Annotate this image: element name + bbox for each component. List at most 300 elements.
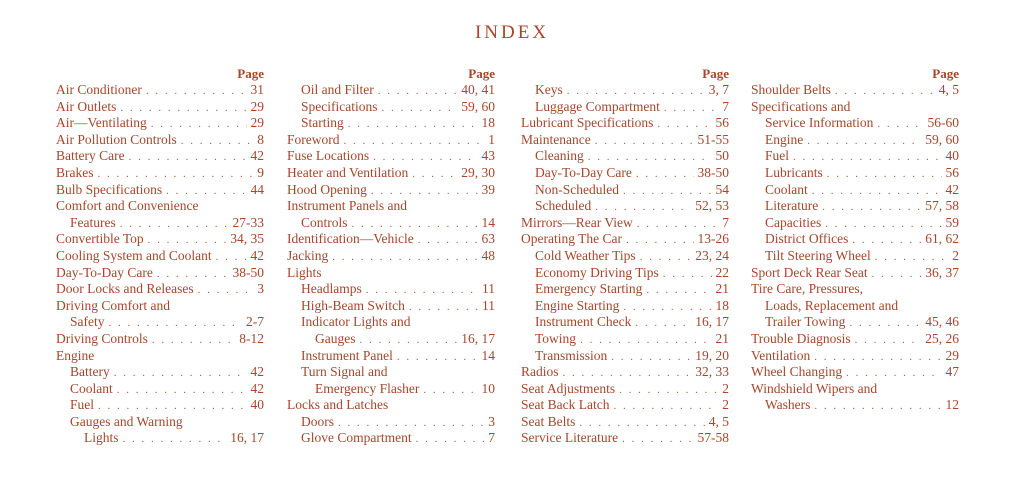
- index-entry: [521, 148, 729, 165]
- dot-leader: [409, 299, 478, 316]
- index-entry-label: Instrument Panel: [301, 347, 393, 363]
- index-entry: [751, 165, 959, 182]
- dot-leader: [640, 249, 692, 266]
- index-entry-label: Cleaning: [535, 148, 584, 164]
- index-entry: [751, 314, 959, 331]
- index-entry: [287, 82, 495, 99]
- index-entry-page: 16, 17: [461, 330, 495, 346]
- index-entry: [56, 198, 264, 215]
- index-entry: [521, 314, 729, 331]
- index-entry-label: Oil and Filter: [301, 82, 374, 97]
- dot-leader: [852, 232, 921, 249]
- index-entry-label: Emergency Starting: [535, 281, 643, 297]
- dot-leader: [567, 83, 705, 100]
- index-entry-page: 2-7: [246, 314, 264, 330]
- index-entry-label: Washers: [765, 397, 811, 413]
- index-entry-page: 52, 53: [695, 198, 729, 214]
- index-entry-page: 2: [952, 247, 959, 263]
- index-entry: [56, 397, 264, 414]
- dot-leader: [580, 332, 711, 349]
- index-entry-label: Fuel: [765, 148, 790, 164]
- dot-leader: [157, 266, 229, 283]
- dot-leader: [825, 216, 941, 233]
- index-entry: [521, 132, 729, 149]
- dot-leader: [637, 216, 718, 233]
- dot-leader: [855, 332, 922, 349]
- index-entry-label: Luggage Compartment: [535, 98, 660, 114]
- index-entry: [287, 331, 495, 348]
- dot-leader: [120, 216, 229, 233]
- index-entry-label: Door Locks and Releases: [56, 281, 194, 297]
- dot-leader: [198, 282, 254, 299]
- index-entry-label: Brakes: [56, 164, 94, 180]
- index-entry-page: 3: [257, 281, 264, 297]
- dot-leader: [378, 83, 458, 100]
- index-entry-page: 25, 26: [925, 330, 959, 346]
- index-entry-page: 42: [250, 148, 264, 164]
- index-entry: [287, 381, 495, 398]
- dot-leader: [129, 149, 247, 166]
- dot-leader: [635, 315, 691, 332]
- index-entry: [56, 231, 264, 248]
- dot-leader: [381, 100, 457, 117]
- index-entry-label: Trailer Towing: [765, 314, 846, 330]
- index-entry-page: 11: [482, 281, 495, 297]
- index-entry: [56, 364, 264, 381]
- index-entry-label: Hood Opening: [287, 181, 367, 197]
- dot-leader: [98, 398, 246, 415]
- index-entry-label: Controls: [301, 214, 348, 230]
- index-entry-page: 42: [250, 247, 264, 263]
- dot-leader: [423, 382, 477, 399]
- index-entry: [287, 115, 495, 132]
- index-entry-label: Coolant: [70, 380, 113, 396]
- index-entry-label: Service Literature: [521, 430, 619, 446]
- dot-leader: [151, 116, 247, 133]
- dot-leader: [812, 183, 942, 200]
- index-entry-page: 61, 62: [925, 231, 959, 247]
- index-entry-label: Loads, Replacement and: [765, 297, 899, 313]
- index-entry-label: Windshield Wipers and: [751, 380, 878, 396]
- dot-leader: [397, 349, 478, 366]
- index-entry-label: Emergency Flasher: [315, 380, 420, 396]
- index-entry: [56, 314, 264, 331]
- index-entry: [56, 381, 264, 398]
- dot-leader: [623, 183, 712, 200]
- index-entry-page: 9: [257, 164, 264, 180]
- index-entry-label: Starting: [301, 115, 344, 131]
- dot-leader: [807, 133, 921, 150]
- index-entry-page: 40: [250, 397, 264, 413]
- index-entry: [521, 82, 729, 99]
- index-entry: [751, 82, 959, 99]
- index-entry-page: 4, 5: [938, 82, 959, 97]
- index-entry-page: 56: [945, 164, 959, 180]
- index-entry-label: Locks and Latches: [287, 397, 389, 413]
- index-entry-page: 29: [945, 347, 959, 363]
- index-entry-page: 7: [722, 98, 729, 114]
- index-entry-label: Foreword: [287, 131, 340, 147]
- dot-leader: [332, 249, 477, 266]
- index-entry-page: 56-60: [927, 115, 959, 131]
- index-entry: [751, 265, 959, 282]
- index-entry-page: 10: [481, 380, 495, 396]
- index-entry-label: Operating The Car: [521, 231, 622, 247]
- index-entry: [287, 430, 495, 447]
- index-entry-page: 51-55: [697, 131, 729, 147]
- index-entry: [56, 115, 264, 132]
- index-entry: [521, 281, 729, 298]
- index-entry-label: Literature: [765, 198, 819, 214]
- index-entry-label: Indicator Lights and: [301, 314, 411, 330]
- index-entry: [521, 248, 729, 265]
- index-entry-page: 34, 35: [230, 231, 264, 247]
- index-entry-page: 39: [481, 181, 495, 197]
- index-entry: [287, 248, 495, 265]
- index-entry-page: 50: [715, 148, 729, 164]
- index-entry-page: 40: [945, 148, 959, 164]
- index-entry-page: 16, 17: [695, 314, 729, 330]
- index-entry-label: Specifications: [301, 98, 378, 114]
- index-entry: [56, 165, 264, 182]
- index-entry: [521, 115, 729, 132]
- index-entry: [287, 414, 495, 431]
- index-entry-page: 42: [945, 181, 959, 197]
- index-entry: [521, 231, 729, 248]
- dot-leader: [626, 232, 694, 249]
- index-entry-label: Instrument Check: [535, 314, 632, 330]
- index-entry-page: 8-12: [239, 330, 264, 346]
- dot-leader: [352, 216, 478, 233]
- index-entry: [521, 165, 729, 182]
- index-entry-label: Day-To-Day Care: [535, 164, 632, 180]
- index-entry-label: Trouble Diagnosis: [751, 330, 851, 346]
- index-entry-page: 8: [257, 131, 264, 147]
- index-entry-page: 2: [722, 380, 729, 396]
- index-entry-page: 18: [481, 115, 495, 131]
- index-entry-page: 4, 5: [708, 413, 729, 429]
- index-entry-label: Battery: [70, 364, 110, 380]
- page-column-header: Page: [932, 66, 959, 81]
- index-entry-page: 40, 41: [461, 82, 495, 97]
- index-entry-label: Maintenance: [521, 131, 591, 147]
- index-entry: [751, 198, 959, 215]
- index-entry: [56, 99, 264, 116]
- index-entry-page: 31: [250, 82, 264, 97]
- index-entry: [751, 99, 959, 116]
- index-entry-page: 47: [945, 364, 959, 380]
- dot-leader: [148, 232, 227, 249]
- index-entry-page: 29: [250, 98, 264, 114]
- dot-leader: [416, 431, 485, 448]
- index-entry-label: Air Pollution Controls: [56, 131, 177, 147]
- index-entry-label: Instrument Panels and: [287, 198, 407, 214]
- dot-leader: [563, 365, 692, 382]
- index-entry: [56, 348, 264, 365]
- index-entry: [287, 231, 495, 248]
- index-entry-label: Doors: [301, 413, 334, 429]
- page-column-header: Page: [468, 66, 495, 81]
- dot-leader: [114, 365, 247, 382]
- index-entry-label: Lubricants: [765, 164, 823, 180]
- index-entry: [521, 348, 729, 365]
- index-entry-label: Air Outlets: [56, 98, 117, 114]
- index-entry-page: 23, 24: [695, 247, 729, 263]
- index-entry-page: 29, 30: [461, 164, 495, 180]
- index-entry-page: 29: [250, 115, 264, 131]
- dot-leader: [117, 382, 247, 399]
- dot-leader: [216, 249, 247, 266]
- index-entry: [751, 364, 959, 381]
- index-entry-label: Driving Comfort and: [56, 297, 170, 313]
- index-entry-page: 16, 17: [230, 430, 264, 446]
- index-entry: [287, 215, 495, 232]
- index-entry-label: Capacities: [765, 214, 822, 230]
- index-entry: [287, 165, 495, 182]
- index-entry-label: Engine: [765, 131, 804, 147]
- dot-leader: [636, 166, 694, 183]
- index-entry: [287, 298, 495, 315]
- dot-leader: [166, 183, 246, 200]
- index-entry: [287, 281, 495, 298]
- index-entry-page: 59, 60: [925, 131, 959, 147]
- dot-leader: [595, 133, 694, 150]
- index-entry-page: 59, 60: [461, 98, 495, 114]
- index-entry-label: Fuse Locations: [287, 148, 370, 164]
- index-entry-label: Air—Ventilating: [56, 115, 147, 131]
- index-entry: [287, 99, 495, 116]
- index-entry: [751, 132, 959, 149]
- index-entry-label: Heater and Ventilation: [287, 164, 409, 180]
- index-column-3: [521, 66, 729, 447]
- dot-leader: [98, 166, 254, 183]
- index-entry-label: Tire Care, Pressures,: [751, 281, 863, 297]
- page-title: INDEX: [474, 22, 550, 43]
- index-entry-page: 59: [945, 214, 959, 230]
- index-entry-page: 56: [715, 115, 729, 131]
- index-entry: [287, 314, 495, 331]
- dot-leader: [875, 249, 949, 266]
- index-entry: [751, 397, 959, 414]
- index-entry-label: Tilt Steering Wheel: [765, 247, 871, 263]
- index-entry-page: 57-58: [697, 430, 729, 446]
- index-entry: [287, 265, 495, 282]
- page-column-header: Page: [702, 66, 729, 81]
- dot-leader: [793, 149, 941, 166]
- index-entry-page: 14: [481, 214, 495, 230]
- index-entry-label: Economy Driving Tips: [535, 264, 659, 280]
- dot-leader: [822, 199, 921, 216]
- index-entry-page: 3: [488, 413, 495, 429]
- dot-leader: [418, 232, 478, 249]
- index-entry-page: 22: [715, 264, 729, 280]
- index-entry-page: 2: [722, 397, 729, 413]
- index-entry-label: Cold Weather Tips: [535, 247, 636, 263]
- index-entry-page: 44: [250, 181, 264, 197]
- dot-leader: [619, 382, 718, 399]
- dot-leader: [360, 332, 458, 349]
- index-entry-page: 57, 58: [925, 198, 959, 214]
- index-entry-label: Comfort and Convenience: [56, 198, 199, 214]
- dot-leader: [611, 349, 691, 366]
- index-entry: [751, 248, 959, 265]
- index-entry-label: Mirrors—Rear View: [521, 214, 633, 230]
- index-entry-label: Lights: [287, 264, 322, 280]
- dot-leader: [622, 431, 693, 448]
- dot-leader: [623, 299, 711, 316]
- index-entry-label: Wheel Changing: [751, 364, 843, 380]
- index-entry: [521, 198, 729, 215]
- index-entry: [287, 132, 495, 149]
- index-entry-page: 21: [715, 281, 729, 297]
- dot-leader: [338, 415, 484, 432]
- index-entry-label: Service Information: [765, 115, 874, 131]
- index-entry-label: Lubricant Specifications: [521, 115, 654, 131]
- index-entry-label: Jacking: [287, 247, 329, 263]
- index-entry-label: Convertible Top: [56, 231, 144, 247]
- index-entry: [751, 298, 959, 315]
- index-entry-label: Engine: [56, 347, 95, 363]
- dot-leader: [412, 166, 457, 183]
- index-entry-page: 42: [250, 364, 264, 380]
- dot-leader: [109, 315, 243, 332]
- index-column-4: [751, 66, 959, 414]
- dot-leader: [849, 315, 921, 332]
- dot-leader: [595, 199, 691, 216]
- dot-leader: [835, 83, 935, 100]
- index-entry: [287, 397, 495, 414]
- index-entry-label: Safety: [70, 314, 105, 330]
- index-entry-page: 38-50: [232, 264, 264, 280]
- index-entry: [56, 248, 264, 265]
- index-entry: [56, 414, 264, 431]
- index-entry: [521, 215, 729, 232]
- index-entry-label: Shoulder Belts: [751, 82, 831, 97]
- index-entry-label: Glove Compartment: [301, 430, 412, 446]
- index-entry-label: District Offices: [765, 231, 849, 247]
- index-entry: [56, 182, 264, 199]
- index-entry-label: Headlamps: [301, 281, 362, 297]
- index-entry-label: High-Beam Switch: [301, 297, 405, 313]
- index-entry-label: Towing: [535, 330, 577, 346]
- index-entry: [521, 397, 729, 414]
- index-entry-page: 43: [481, 148, 495, 164]
- index-entry-page: 42: [250, 380, 264, 396]
- index-entry-page: 3, 7: [708, 82, 729, 97]
- index-entry-page: 18: [715, 297, 729, 313]
- index-entry-label: Keys: [535, 82, 563, 97]
- index-entry: [521, 298, 729, 315]
- dot-leader: [371, 183, 478, 200]
- index-entry: [56, 430, 264, 447]
- index-entry-page: 48: [481, 247, 495, 263]
- index-entry-label: Ventilation: [751, 347, 811, 363]
- index-entry: [287, 364, 495, 381]
- index-entry: [751, 182, 959, 199]
- index-entry: [751, 148, 959, 165]
- index-entry-label: Seat Back Latch: [521, 397, 610, 413]
- index-entry-label: Bulb Specifications: [56, 181, 163, 197]
- dot-leader: [123, 431, 227, 448]
- index-entry: [56, 82, 264, 99]
- index-entry-page: 32, 33: [695, 364, 729, 380]
- index-entry-page: 19, 20: [695, 347, 729, 363]
- dot-leader: [588, 149, 712, 166]
- index-column-2: [287, 66, 495, 447]
- index-entry: [56, 215, 264, 232]
- index-entry-label: Fuel: [70, 397, 95, 413]
- index-entry-page: 14: [481, 347, 495, 363]
- index-entry-page: 13-26: [697, 231, 729, 247]
- index-entry: [56, 148, 264, 165]
- index-entry-label: Specifications and: [751, 98, 851, 114]
- index-entry-page: 54: [715, 181, 729, 197]
- index-entry: [751, 281, 959, 298]
- dot-leader: [814, 349, 941, 366]
- index-entry-page: 7: [488, 430, 495, 446]
- dot-leader: [613, 398, 718, 415]
- index-entry: [521, 364, 729, 381]
- index-column-1: [56, 66, 264, 447]
- dot-leader: [663, 266, 712, 283]
- index-entry: [56, 132, 264, 149]
- index-entry-label: Transmission: [535, 347, 608, 363]
- index-entry: [56, 331, 264, 348]
- index-entry: [521, 430, 729, 447]
- index-entry-page: 12: [945, 397, 959, 413]
- dot-leader: [646, 282, 711, 299]
- dot-leader: [846, 365, 941, 382]
- index-entry-page: 27-33: [232, 214, 264, 230]
- index-entry-page: 7: [722, 214, 729, 230]
- index-entry: [521, 99, 729, 116]
- index-entry-page: 45, 46: [925, 314, 959, 330]
- dot-leader: [146, 83, 247, 100]
- dot-leader: [366, 282, 478, 299]
- page-column-header: Page: [237, 66, 264, 81]
- index-entry-label: Driving Controls: [56, 330, 148, 346]
- index-entry-label: Cooling System and Coolant: [56, 247, 212, 263]
- index-entry-label: Coolant: [765, 181, 808, 197]
- index-entry: [751, 331, 959, 348]
- index-entry: [521, 331, 729, 348]
- index-entry: [521, 265, 729, 282]
- index-entry: [56, 298, 264, 315]
- index-entry: [521, 381, 729, 398]
- index-entry: [751, 348, 959, 365]
- index-entry-label: Non-Scheduled: [535, 181, 619, 197]
- dot-leader: [664, 100, 718, 117]
- index-entry: [56, 281, 264, 298]
- index-entry-label: Seat Adjustments: [521, 380, 616, 396]
- dot-leader: [814, 398, 941, 415]
- index-entry: [56, 265, 264, 282]
- index-entry-label: Scheduled: [535, 198, 592, 214]
- index-entry-page: 63: [481, 231, 495, 247]
- index-entry: [287, 148, 495, 165]
- index-entry: [751, 231, 959, 248]
- index-entry-page: 11: [482, 297, 495, 313]
- index-entry-page: 21: [715, 330, 729, 346]
- index-entry: [751, 381, 959, 398]
- index-entry-label: Features: [70, 214, 116, 230]
- index-entry-label: Gauges: [315, 330, 356, 346]
- index-entry: [287, 182, 495, 199]
- dot-leader: [373, 149, 477, 166]
- dot-leader: [181, 133, 253, 150]
- dot-leader: [152, 332, 235, 349]
- index-entry-label: Lights: [84, 430, 119, 446]
